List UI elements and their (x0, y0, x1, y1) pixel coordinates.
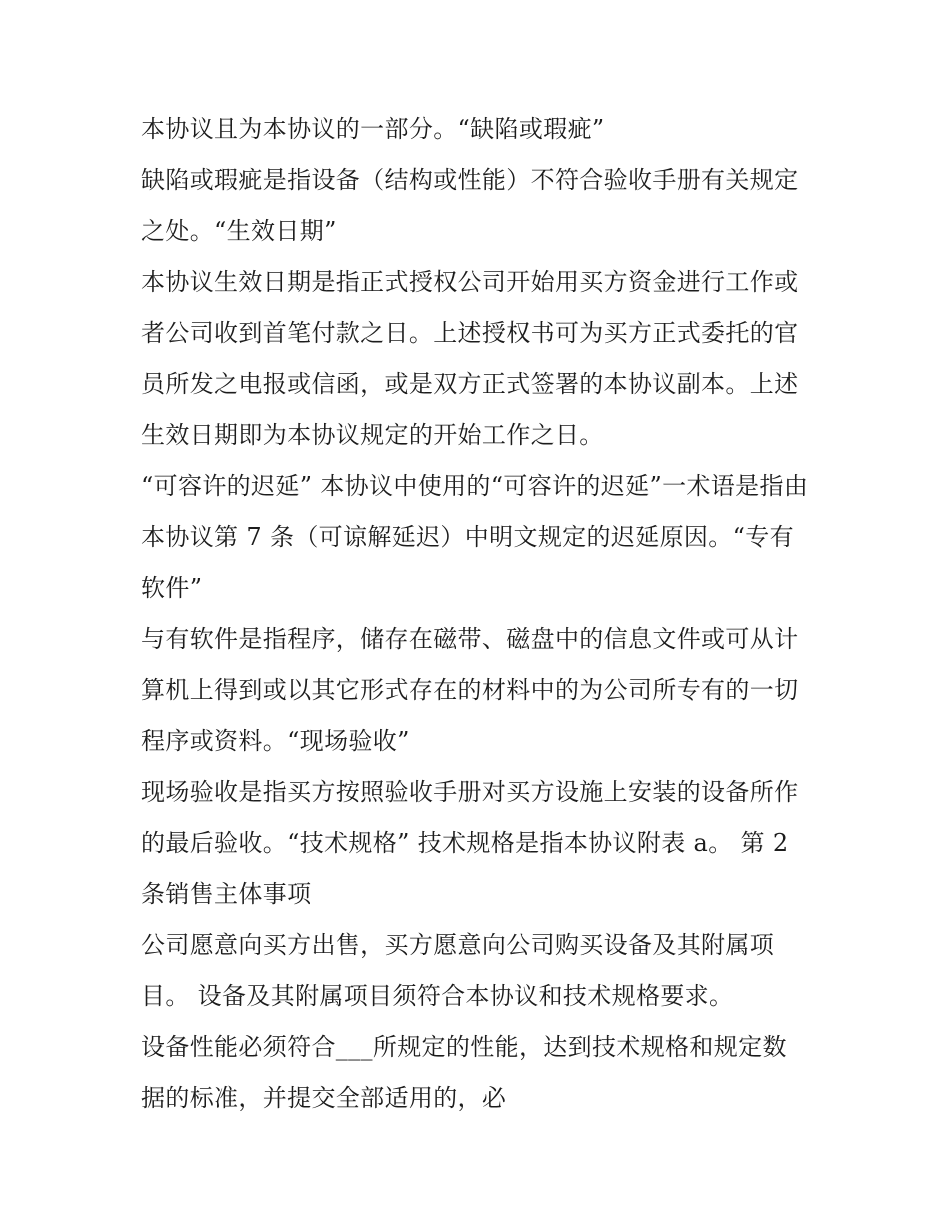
text-line: 现场验收是指买方按照验收手册对买方设施上安装的设备所作 (141, 778, 799, 806)
text-line: 目。 设备及其附属项目须符合本协议和技术规格要求。 (141, 982, 734, 1010)
text-line: 与有软件是指程序，储存在磁带、磁盘中的信息文件或可从计 (141, 625, 799, 653)
text-line: 员所发之电报或信函，或是双方正式签署的本协议副本。上述 (141, 370, 799, 398)
text-line: “可容许的迟延” 本协议中使用的“可容许的迟延”一术语是指由 (141, 472, 809, 500)
text-line: 缺陷或瑕疵是指设备（结构或性能）不符合验收手册有关规定 (141, 166, 799, 194)
text-line: 算机上得到或以其它形式存在的材料中的为公司所专有的一切 (141, 676, 799, 704)
text-line: 本协议生效日期是指正式授权公司开始用买方资金进行工作或 (141, 268, 799, 296)
text-line: 公司愿意向买方出售，买方愿意向公司购买设备及其附属项 (141, 931, 775, 959)
text-line: 的最后验收。“技术规格” 技术规格是指本协议附表 a。 第 2 (141, 829, 789, 857)
text-line: 据的标准，并提交全部适用的，必 (141, 1084, 507, 1112)
text-line: 本协议且为本协议的一部分。“缺陷或瑕疵” (141, 115, 605, 143)
text-line: 者公司收到首笔付款之日。上述授权书可为买方正式委托的官 (141, 319, 799, 347)
text-line: 本协议第 7 条（可谅解延迟）中明文规定的迟延原因。“专有 (141, 523, 794, 551)
text-line: 设备性能必须符合___所规定的性能，达到技术规格和规定数 (141, 1033, 787, 1061)
text-line: 之处。“生效日期” (141, 217, 337, 245)
text-line: 软件” (141, 574, 203, 602)
text-line: 程序或资料。“现场验收” (141, 727, 410, 755)
text-line: 生效日期即为本协议规定的开始工作之日。 (141, 421, 604, 449)
text-line: 条销售主体事项 (141, 880, 312, 908)
